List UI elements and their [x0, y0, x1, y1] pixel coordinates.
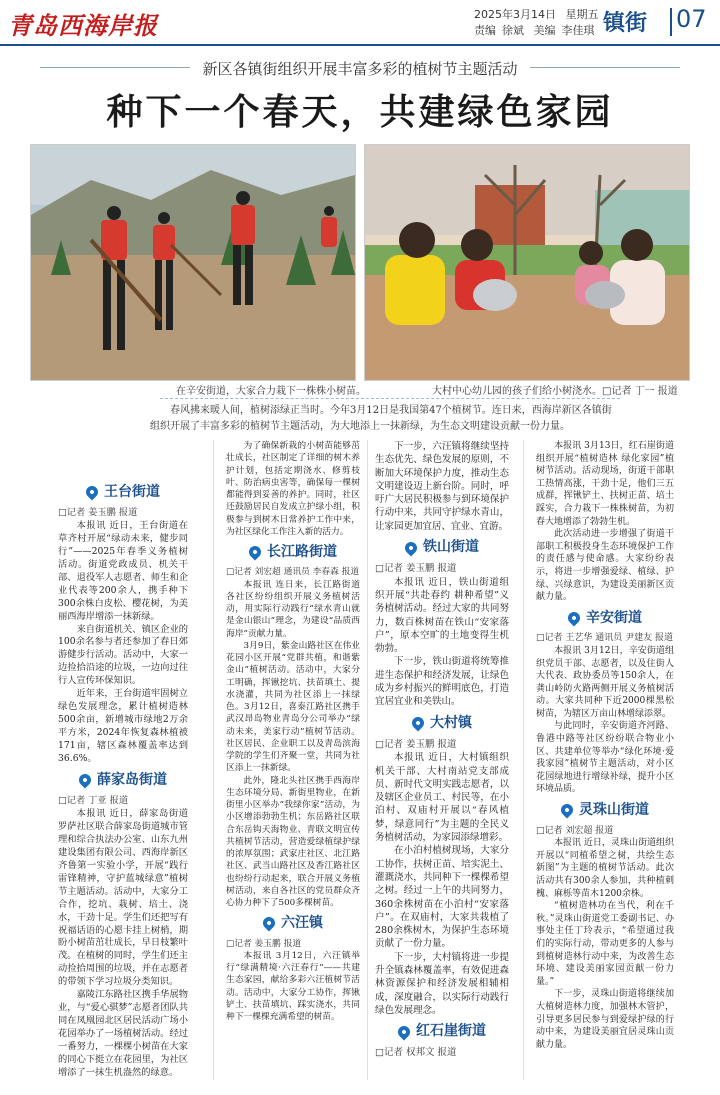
section-heading: [536, 804, 674, 817]
paragraph: 本报讯 近日，铁山街道组织开展“共赴春约 耕种希望”义务植树活动。经过大家的共同努力，数百株树苗在铁山“安家落户”，原本空旷的土地变得生机勃勃。: [375, 576, 509, 655]
location-pin-icon: [403, 539, 420, 556]
kicker: 新区各镇街组织开展丰富多彩的植树节主题活动: [202, 60, 518, 78]
location-pin-icon: [247, 544, 264, 561]
section-title: 王台街道: [104, 484, 160, 500]
section-heading: [536, 609, 674, 626]
column-2: [226, 440, 360, 1023]
paragraph: 本报讯 近日，大村镇组织机关干部、大村南站党支部成员、新时代文明实践志愿者，以及辖区企业员工、村民等，在小泊村、双庙村开展以“春风植梦，绿意同行”为主题的全民义务植树活动，为家园添绿增彩。: [375, 752, 509, 844]
issue-date-line: [474, 6, 605, 22]
photo-caption-right: 大村中心幼儿园的孩子们给小树浇水。□记者 丁一 报道: [432, 386, 678, 397]
section-title: 长江路街道: [267, 544, 337, 560]
paragraph: 本报讯 近日，王台街道在草齐村开展“绿动未来，健步同行”——2025年春季义务植树活动。街道党政成员、机关干部、退役军人志愿者、师生和企业代表等200余人，携手种下300余株白皮松、樱花树，为美丽西海岸增添一抹新绿。: [58, 519, 188, 622]
section-title: 铁山街道: [423, 539, 479, 556]
section-heading: [375, 1025, 509, 1038]
paragraph: 下一步，六汪镇将继续坚持生态优先、绿色发展的原则，不断加大环境保护力度，推动生态文明建设迈上新台阶。同时，呼吁广大居民积极参与到环境保护行动中来，共同守护绿水青山，让家园更加宜居、宜业、宜游。: [375, 441, 509, 532]
designer-name: 李佳琪: [561, 24, 595, 37]
section-title: 红石崖街道: [416, 1023, 486, 1040]
photo-planting-trees: [30, 144, 356, 381]
paragraph: 本报讯 近日，灵珠山街道组织开展以“同植希望之树，共绘生态新图”为主题的植树节活动。此次活动共有300余人参加，共种植刺槐、麻栎等苗木1200余株。: [536, 838, 674, 899]
column-1: [58, 478, 188, 1080]
issue-weekday: 星期五: [565, 8, 599, 21]
section-title: 灵珠山街道: [579, 802, 649, 819]
paragraph: 嘉陵江东路社区携手华展物业，与“爱心骐梦”志愿者团队共同在凤凰园北区居民活动广场小花园举办了一场植树活动。经过一番努力，一棵棵小树苗在大家的同心下挺立在花园里，为社区增添了一抹生机盎然的绿意。: [58, 989, 188, 1078]
headline: 种下一个春天，共建绿色家园: [106, 92, 614, 133]
paragraph: “植树造林功在当代，利在千秋。”灵珠山街道党工委副书记、办事处主任丁玲表示，“希望通过我们的实际行动，带动更多的人参与到植树造林行动中来，为改善生态环境、建设美丽家园贡献一份力量。”: [536, 901, 674, 987]
section-title: 薛家岛街道: [97, 772, 167, 789]
column-rule: [367, 440, 368, 1080]
byline: □记者 姜玉鹏 报道: [375, 738, 457, 750]
section-name: 镇街: [603, 11, 648, 36]
byline: □记者 丁亚 报道: [58, 794, 129, 806]
paragraph: 在小泊村植树现场，大家分工协作，扶树正苗、培实泥土、灌溉浇水，共同种下一棵棵希望之树。经过一上午的共同努力，360余株树苗在小泊村“安家落户”。在双庙村，大家共栽植了280余株树木，为保护生态环境贡献了一份力量。: [375, 845, 509, 950]
paragraph: 本报讯 近日，薛家岛街道罗萨社区联合薛家岛街道城市管理和综合执法办公室、山东九州建设集团有限公司、西海岸新区齐鲁第一实验小学，开展“践行雷锋精神，守护蓝城绿意”植树节主题活动。活动中，大家分工合作，挖坑、栽树、培土、浇水，干劲十足。学生们还把写有祝福话语的心愿卡挂上树梢，期盼小树苗茁壮成长，早日枝繁叶茂。在植树的同时，学生们还主动捡拾周围的垃圾，并在志愿者的带领下学习垃圾分类知识。: [58, 807, 188, 988]
location-pin-icon: [566, 610, 583, 627]
section-heading: [226, 915, 360, 932]
location-pin-icon: [559, 802, 576, 819]
editor-label: 责编: [474, 24, 496, 37]
section-title: 大村镇: [430, 714, 472, 731]
section-heading: [375, 541, 509, 554]
paragraph: 本报讯 3月13日，红石崖街道组织开展“植树造林 绿化家园”植树节活动。活动现场，街道干部职工热情高涨，干劲十足，他们三五成群，挥锹铲土、扶树正苗、培土踩实，合力栽下一株株树苗，为初春大地增添了勃勃生机。: [536, 441, 674, 527]
page-number: 07: [676, 5, 707, 33]
editor-line: [474, 22, 601, 38]
byline: □记者 刘宏超 报道: [536, 825, 614, 836]
paragraph: 下一步，大村镇将进一步提升全镇森林覆盖率，有效促进森林资源保护和经济发展相辅相成，深度融合，以实际行动践行绿色发展理念。: [375, 951, 509, 1016]
paragraph: 下一步，灵珠山街道将继续加大植树造林力度，加强林木管护，引导更多居民参与到爱绿护绿的行动中来，为建设美丽宜居灵珠山贡献力量。: [536, 989, 674, 1050]
byline: □记者 权邦文 报道: [375, 1047, 457, 1059]
byline: □记者 姜玉鹏 报道: [375, 563, 457, 575]
paragraph: 来自街道机关、镇区企业的100余名参与者还参加了春日郊游健步行活动。活动中，大家一边捡拾沿途的垃圾，一边向过往行人宣传环保知识。: [58, 623, 188, 687]
section-heading: [58, 774, 188, 787]
lead-paragraph: 春风拂来暖人间，植树添绿正当时。今年3月12日是我国第47个植树节。连日来，西海岸新区各镇街组织开展了丰富多彩的植树节主题活动，为大地添上一抹新绿，为生态文明建设贡献一份力量。: [150, 405, 612, 432]
paragraph: 本报讯 连日来，长江路街道各社区纷纷组织开展义务植树活动，用实际行动践行“绿水青山就是金山银山”理念，为建设“品质西海岸”贡献力量。: [226, 579, 360, 639]
kicker-rule-right: [530, 67, 680, 68]
paragraph: 与此同时，辛安街道齐河路、鲁港中路等社区纷纷联合物业小区、共建单位等举办“绿化环境·爱我家园”植树节主题活动，对小区花园绿地进行增绿补绿，提升小区环境品质。: [536, 721, 674, 795]
paragraph: 此外，隆北头社区携手西海岸生态环境分局、新街里物业，在新街里小区举办“我绿你家”活动，为小区增添勃勃生机；东岳路社区联合东岳钩天海物业、青联文明宣传共植树节活动，营造爱绿植绿护绿的浓厚氛围；武家庄社区、北江路社区、武当山路社区及香江路社区也纷纷行动起来，联合开展义务植树活动，来自各社区的党员群众齐心协力种下了500多棵树苗。: [226, 775, 360, 908]
issue-date: 2025年3月14日: [474, 8, 556, 21]
intro-divider: [160, 398, 620, 401]
editor-name: 徐斌: [502, 24, 524, 37]
paragraph: 本报讯 3月12日，六汪镇举行“绿满精境·六汪春行”——共建生态家园，献给多彩六汪植树节活动。活动中，大家分工协作，挥锹铲土、扶苗填坑、踩实浇水，共同种下一棵棵充满希望的树苗。: [226, 950, 360, 1022]
designer-label: 美编: [533, 24, 556, 37]
byline: □记者 姜玉鹏 报道: [226, 938, 302, 949]
section-heading: [375, 714, 509, 731]
section-title: 六汪镇: [281, 915, 323, 932]
location-pin-icon: [77, 772, 94, 789]
location-pin-icon: [410, 715, 427, 732]
page-header: [0, 0, 720, 46]
byline: □记者 姜玉鹏 报道: [58, 506, 138, 518]
column-rule: [523, 440, 524, 1080]
byline: □记者 刘宏超 通讯员 李春森 报道: [226, 567, 360, 578]
paragraph: 本报讯 3月12日，辛安街道组织党员干部、志愿者，以及住街人大代表、政协委员等150余人，在龚山岭防火路两侧开展义务植树活动。大家共同种下近2000棵黑松树苗，为辖区万亩山林增绿添翠。: [536, 645, 674, 719]
location-pin-icon: [84, 484, 101, 501]
paragraph: 为了确保新栽的小树苗能够茁壮成长，社区制定了详细的树木养护计划，包括定期浇水、修剪枝叶、防治病虫害等，确保每一棵树都能得到妥善的养护。同时，社区还鼓励居民自发成立护绿小组，积极参与到树木日常养护工作中来，为社区绿化工作注入新的活力。: [226, 441, 360, 537]
location-pin-icon: [396, 1023, 413, 1040]
paragraph: 下一步，铁山街道将统筹推进生态保护和经济发展，让绿色成为乡村振兴的鲜明底色，打造宜居宜业和美铁山。: [375, 656, 509, 708]
page-divider: [670, 8, 672, 36]
paragraph: 近年来，王台街道牢固树立绿色发展理念，累计植树造林500余亩，新增城市绿地2万余平方米，2024年恢复森林植被171亩，辖区森林覆盖率达到36.6%。: [58, 688, 188, 765]
section-heading: [58, 486, 188, 499]
paragraph: 3月9日，紫金山路社区在伟业花园小区开展“党群共植，和谐紫金山”植树活动。活动中，大家分工明确，挥锹挖坑、扶苗填土、提水浇灌，共同为社区添上一抹绿色。3月12日，喜泰江路社区携手武汉昂岛物业青岛分公司举办“绿动未来，美家行动”植树节活动。社区居民、企业职工以及青岛滨海学院的学生们齐聚一堂，共同为社区添上一抹新绿。: [226, 640, 360, 774]
paragraph: 此次活动进一步增强了街道干部职工积极投身生态环境保护工作的责任感与使命感。大家纷纷表示，将进一步增强爱绿、植绿、护绿、兴绿意识，为建设美丽新区贡献力量。: [536, 529, 674, 603]
section-title: 辛安街道: [586, 609, 642, 626]
location-pin-icon: [261, 915, 278, 932]
masthead-logo: 青岛西海岸报: [8, 11, 158, 40]
byline: □记者 王艺华 通讯员 尹建友 报道: [536, 633, 673, 644]
column-rule: [213, 440, 214, 1080]
column-3: [375, 440, 509, 1060]
section-heading: [226, 546, 360, 558]
photo-caption-left: 在辛安街道，大家合力栽下一株株小树苗。: [176, 386, 366, 397]
photo-children-watering: [364, 144, 690, 381]
column-4: [536, 440, 674, 1051]
